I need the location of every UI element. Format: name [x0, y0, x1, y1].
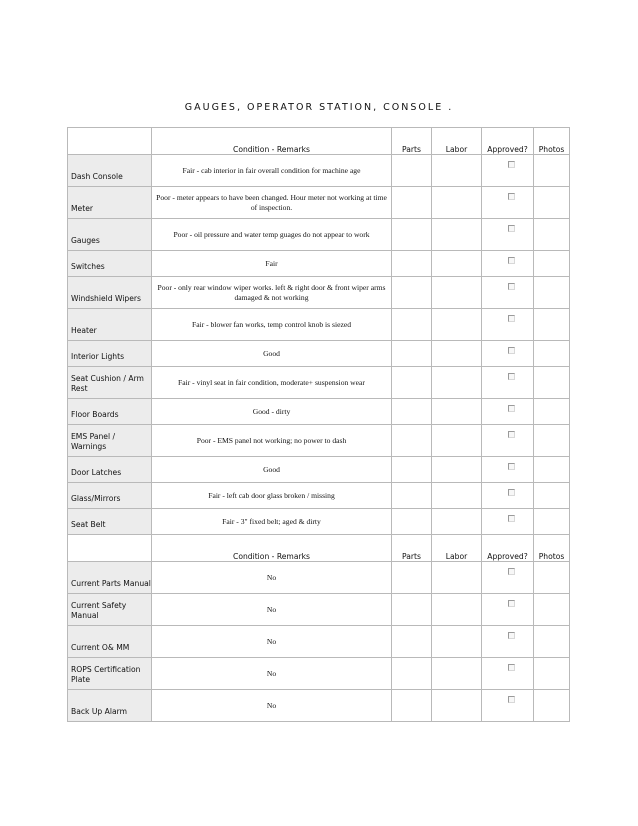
table-row: [68, 483, 570, 509]
item-label: Seat Cushion / Arm Rest: [68, 367, 152, 399]
approved-cell: [482, 626, 534, 658]
parts-cell[interactable]: [392, 251, 432, 277]
table-row: [68, 425, 570, 457]
labor-cell[interactable]: [432, 277, 482, 309]
item-label: Meter: [68, 187, 152, 219]
table-row: [68, 309, 570, 341]
approved-checkbox[interactable]: [508, 161, 515, 168]
photos-cell[interactable]: [534, 483, 570, 509]
table-row: [68, 277, 570, 309]
condition-remark: Fair - vinyl seat in fair condition, moderate+ suspension wear: [152, 367, 392, 399]
photos-cell[interactable]: [534, 399, 570, 425]
approved-cell: [482, 251, 534, 277]
photos-cell[interactable]: [534, 341, 570, 367]
labor-header: Labor: [432, 128, 482, 155]
table-row: [68, 187, 570, 219]
approved-checkbox[interactable]: [508, 431, 515, 438]
item-label: Switches: [68, 251, 152, 277]
parts-cell[interactable]: [392, 187, 432, 219]
parts-cell[interactable]: [392, 367, 432, 399]
item-label: EMS Panel / Warnings: [68, 425, 152, 457]
table-row: [68, 626, 570, 658]
approved-checkbox[interactable]: [508, 515, 515, 522]
table-row: [68, 594, 570, 626]
table-row: [68, 251, 570, 277]
approved-cell: [482, 509, 534, 535]
photos-cell[interactable]: [534, 187, 570, 219]
parts-cell[interactable]: [392, 594, 432, 626]
approved-checkbox[interactable]: [508, 405, 515, 412]
labor-cell[interactable]: [432, 341, 482, 367]
parts-cell[interactable]: [392, 399, 432, 425]
labor-cell[interactable]: [432, 425, 482, 457]
item-label: Windshield Wipers: [68, 277, 152, 309]
condition-remark: No: [152, 658, 392, 690]
page-title: GAUGES, OPERATOR STATION, CONSOLE .: [184, 102, 454, 113]
photos-cell[interactable]: [534, 509, 570, 535]
approved-checkbox[interactable]: [508, 193, 515, 200]
approved-checkbox[interactable]: [508, 225, 515, 232]
condition-remark: No: [152, 626, 392, 658]
item-header: [68, 128, 152, 155]
item-label: Dash Console: [68, 155, 152, 187]
approved-cell: [482, 690, 534, 722]
labor-cell[interactable]: [432, 658, 482, 690]
photos-cell[interactable]: [534, 562, 570, 594]
condition-remark: Fair - left cab door glass broken / missing: [152, 483, 392, 509]
approved-checkbox[interactable]: [508, 373, 515, 380]
approved-checkbox[interactable]: [508, 463, 515, 470]
condition-remark: Poor - meter appears to have been changed. Hour meter not working at time of inspection.: [152, 187, 392, 219]
item-label: Door Latches: [68, 457, 152, 483]
condition-remark: Poor - oil pressure and water temp guages do not appear to work: [152, 219, 392, 251]
condition-remark: Good: [152, 341, 392, 367]
labor-cell[interactable]: [432, 562, 482, 594]
labor-cell[interactable]: [432, 309, 482, 341]
item-label: Current Safety Manual: [68, 594, 152, 626]
photos-cell[interactable]: [534, 219, 570, 251]
condition-remarks-header: Condition - Remarks: [152, 535, 392, 562]
table-row: [68, 509, 570, 535]
labor-cell[interactable]: [432, 367, 482, 399]
item-label: Seat Belt: [68, 509, 152, 535]
photos-cell[interactable]: [534, 658, 570, 690]
table-header-row: [68, 128, 570, 155]
table-row: [68, 658, 570, 690]
approved-cell: [482, 562, 534, 594]
approved-checkbox[interactable]: [508, 257, 515, 264]
item-label: Floor Boards: [68, 399, 152, 425]
photos-cell[interactable]: [534, 425, 570, 457]
table-row: [68, 399, 570, 425]
labor-cell[interactable]: [432, 187, 482, 219]
photos-cell[interactable]: [534, 457, 570, 483]
labor-cell[interactable]: [432, 594, 482, 626]
approved-header: Approved?: [482, 128, 534, 155]
approved-header: Approved?: [482, 535, 534, 562]
table-row: [68, 562, 570, 594]
photos-cell[interactable]: [534, 367, 570, 399]
photos-cell[interactable]: [534, 155, 570, 187]
approved-checkbox[interactable]: [508, 632, 515, 639]
parts-cell[interactable]: [392, 309, 432, 341]
item-header: [68, 535, 152, 562]
table-row: [68, 341, 570, 367]
table-row: [68, 457, 570, 483]
approved-checkbox[interactable]: [508, 664, 515, 671]
table-row: [68, 690, 570, 722]
item-label: Current O& MM: [68, 626, 152, 658]
item-label: Heater: [68, 309, 152, 341]
approved-cell: [482, 277, 534, 309]
approved-cell: [482, 309, 534, 341]
approved-cell: [482, 658, 534, 690]
labor-cell[interactable]: [432, 457, 482, 483]
condition-remark: Fair - cab interior in fair overall condition for machine age: [152, 155, 392, 187]
approved-cell: [482, 341, 534, 367]
parts-cell[interactable]: [392, 509, 432, 535]
approved-checkbox[interactable]: [508, 568, 515, 575]
item-label: Current Parts Manual: [68, 562, 152, 594]
photos-cell[interactable]: [534, 251, 570, 277]
approved-checkbox[interactable]: [508, 489, 515, 496]
approved-cell: [482, 219, 534, 251]
table-row: [68, 219, 570, 251]
parts-cell[interactable]: [392, 425, 432, 457]
labor-header: Labor: [432, 535, 482, 562]
condition-remark: No: [152, 594, 392, 626]
approved-checkbox[interactable]: [508, 696, 515, 703]
labor-cell[interactable]: [432, 483, 482, 509]
photos-cell[interactable]: [534, 594, 570, 626]
condition-remark: Poor - EMS panel not working; no power to dash: [152, 425, 392, 457]
photos-cell[interactable]: [534, 690, 570, 722]
approved-cell: [482, 483, 534, 509]
approved-cell: [482, 187, 534, 219]
parts-cell[interactable]: [392, 690, 432, 722]
parts-cell[interactable]: [392, 219, 432, 251]
approved-cell: [482, 367, 534, 399]
labor-cell[interactable]: [432, 690, 482, 722]
condition-remark: Fair: [152, 251, 392, 277]
condition-remark: Good: [152, 457, 392, 483]
table-row: [68, 155, 570, 187]
labor-cell[interactable]: [432, 219, 482, 251]
labor-cell[interactable]: [432, 155, 482, 187]
parts-header: Parts: [392, 128, 432, 155]
item-label: Glass/Mirrors: [68, 483, 152, 509]
parts-cell[interactable]: [392, 562, 432, 594]
inspection-table: [67, 127, 570, 722]
approved-checkbox[interactable]: [508, 315, 515, 322]
table-header-row: [68, 535, 570, 562]
approved-cell: [482, 594, 534, 626]
photos-header: Photos: [534, 535, 570, 562]
item-label: Back Up Alarm: [68, 690, 152, 722]
item-label: Gauges: [68, 219, 152, 251]
condition-remark: Fair - blower fan works, temp control knob is siezed: [152, 309, 392, 341]
parts-cell[interactable]: [392, 341, 432, 367]
parts-cell[interactable]: [392, 658, 432, 690]
condition-remark: Good - dirty: [152, 399, 392, 425]
table-row: [68, 367, 570, 399]
approved-cell: [482, 399, 534, 425]
photos-cell[interactable]: [534, 277, 570, 309]
photos-cell[interactable]: [534, 309, 570, 341]
item-label: Interior Lights: [68, 341, 152, 367]
parts-cell[interactable]: [392, 277, 432, 309]
approved-cell: [482, 425, 534, 457]
approved-cell: [482, 457, 534, 483]
labor-cell[interactable]: [432, 509, 482, 535]
condition-remark: No: [152, 690, 392, 722]
labor-cell[interactable]: [432, 251, 482, 277]
approved-checkbox[interactable]: [508, 283, 515, 290]
condition-remark: Poor - only rear window wiper works. left & right door & front wiper arms damaged & not working: [152, 277, 392, 309]
labor-cell[interactable]: [432, 626, 482, 658]
parts-cell[interactable]: [392, 483, 432, 509]
parts-cell[interactable]: [392, 457, 432, 483]
condition-remark: Fair - 3" fixed belt; aged & dirty: [152, 509, 392, 535]
condition-remarks-header: Condition - Remarks: [152, 128, 392, 155]
condition-remark: No: [152, 562, 392, 594]
labor-cell[interactable]: [432, 399, 482, 425]
photos-header: Photos: [534, 128, 570, 155]
parts-cell[interactable]: [392, 626, 432, 658]
photos-cell[interactable]: [534, 626, 570, 658]
parts-cell[interactable]: [392, 155, 432, 187]
parts-header: Parts: [392, 535, 432, 562]
approved-checkbox[interactable]: [508, 600, 515, 607]
approved-cell: [482, 155, 534, 187]
approved-checkbox[interactable]: [508, 347, 515, 354]
item-label: ROPS Certification Plate: [68, 658, 152, 690]
